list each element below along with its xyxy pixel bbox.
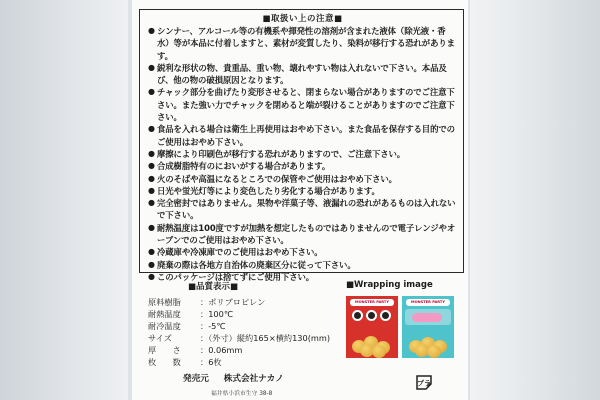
package-edge-right (470, 0, 600, 400)
quality-row (148, 308, 338, 320)
quality-title: ■品質表示■ (188, 282, 239, 292)
maker-name: 株式会社ナカノ (223, 374, 284, 384)
caution-title: ■取扱い上の注意■ (262, 14, 343, 24)
quality-section (148, 280, 338, 368)
quality-value: ：-5℃ (200, 321, 226, 331)
caution-item (148, 197, 457, 222)
quality-label: サイズ (148, 333, 172, 343)
bullet-icon: ● (148, 62, 155, 72)
caution-item (148, 123, 457, 148)
bullet-icon: ● (148, 271, 155, 281)
caution-list (148, 25, 457, 283)
quality-row (148, 320, 338, 332)
package-edge-left (0, 0, 128, 400)
caution-item-text: 火のそばや高温になるところでの保管やご使用はおやめ下さい。 (157, 173, 397, 184)
caution-item (148, 259, 457, 271)
quality-label: 厚 さ (148, 345, 181, 355)
recycle-mark-icon (413, 372, 435, 392)
bullet-icon: ● (148, 222, 155, 232)
caution-item-text: 食品を入れる場合は衛生上再使用はおやめ下さい。また食品を保存する目的でのご使用はおやめ下さい。 (157, 124, 455, 147)
maker-address: 福井県小浜市生守 38-8 (211, 391, 273, 397)
quality-value: ：0.06mm (200, 345, 243, 355)
wrapping-image-red-tag: MONSTER PARTY (350, 299, 394, 306)
bullet-icon: ● (148, 26, 155, 35)
caution-item (148, 25, 457, 62)
bullet-icon: ● (148, 87, 155, 97)
bullet-icon: ● (148, 161, 155, 171)
caution-item-text: シンナー、アルコール等の有機系や揮発性の溶剤が含まれた液体（除光液・香水）等が本品に付着しますと、素材が変質したり、染料が移行する恐れがあります。 (157, 26, 455, 61)
snack-pile-icon (350, 330, 394, 356)
caution-item-text: 摩擦により印刷色が移行する恐れがありますので、ご注意下さい。 (157, 148, 406, 159)
wrapping-image-teal (402, 296, 454, 358)
monster-eyes-icon (352, 310, 392, 324)
bullet-icon: ● (148, 198, 155, 208)
caution-item-text: このパッケージは捨てずにご使用下さい。 (157, 271, 315, 282)
wrapping-section (346, 280, 466, 304)
recycle-mark-text: プラ (417, 379, 431, 388)
bullet-icon: ● (148, 259, 155, 269)
bullet-icon: ● (148, 148, 155, 158)
caution-item (148, 86, 457, 123)
maker-label: 発売元 (183, 374, 209, 384)
caution-item-text: 冷蔵庫や冷凍庫でのご使用はおやめ下さい。 (157, 247, 323, 258)
bullet-icon: ● (148, 173, 155, 183)
quality-table (148, 296, 338, 368)
caution-item (148, 62, 457, 87)
caution-item (148, 173, 457, 185)
quality-label: 耐熱温度 (148, 309, 181, 319)
quality-value: ：6枚 (200, 357, 222, 367)
monster-mouth-icon (412, 313, 442, 322)
caution-box (139, 9, 464, 282)
caution-item-text: 耐熱温度は100度ですが加熱を想定したものではありませんので電子レンジやオーブンでのご使用はおやめ下さい。 (157, 222, 456, 246)
caution-item-text: チャック部分を曲げたり変形させると、閉まらない場合がありますのでご注意下さい。また強い力でチャックを閉めると端が裂けることがありますのでご注意下さい。 (157, 87, 455, 123)
snack-pile-icon (406, 330, 450, 356)
caution-item-text: 完全密封ではありません。果物や洋菓子等、液漏れの恐れがあるものは入れないで下さい。 (157, 198, 456, 221)
caution-item-text: 廃棄の際は各地方自治体の廃棄区分に従って下さい。 (157, 259, 356, 270)
quality-label: 原料樹脂 (148, 297, 181, 307)
quality-label: 枚 数 (148, 357, 181, 367)
caution-item (148, 160, 457, 172)
maker-line (183, 372, 284, 384)
caution-item (148, 246, 457, 258)
caution-item (148, 185, 457, 197)
caution-item (148, 222, 457, 247)
quality-row (148, 356, 338, 368)
wrapping-image-red (346, 296, 398, 358)
quality-value: ：100℃ (200, 309, 234, 319)
quality-row (148, 296, 338, 308)
quality-value: ：ポリプロピレン (200, 297, 266, 307)
bullet-icon: ● (148, 124, 155, 134)
caution-item (148, 148, 457, 160)
wrapping-title: ■Wrapping image (346, 280, 433, 290)
caution-item-text: 合成樹脂特有のにおいがする場合があります。 (157, 161, 331, 172)
quality-row (148, 344, 338, 356)
wrapping-image-teal-tag: MONSTER PARTY (406, 299, 450, 306)
caution-item-text: 日光や蛍光灯等により変色したり劣化する場合があります。 (157, 185, 380, 196)
quality-value: ：（外寸）縦約165×横約130(mm) (200, 333, 331, 343)
quality-row (148, 332, 338, 344)
caution-item-text: 鋭利な形状の物、貴重品、重い物、壊れやすい物は入れないで下さい。本品及び、他の物の破損原因となります。 (157, 62, 447, 86)
quality-label: 耐冷温度 (148, 321, 181, 331)
bullet-icon: ● (148, 185, 155, 195)
bullet-icon: ● (148, 247, 155, 257)
